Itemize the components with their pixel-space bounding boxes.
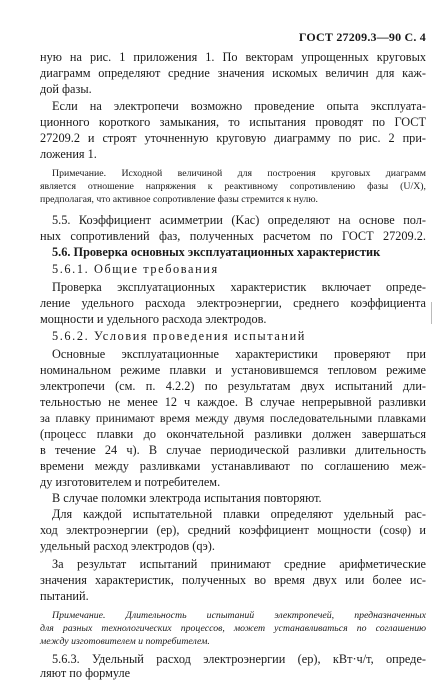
page-header: ГОСТ 27209.3—90 С. 4 [298, 30, 426, 44]
subsection-heading: 5.6.2. Условия проведения испытаний [52, 329, 306, 343]
text-line: электропечи (см. п. 4.2.2) по результатам двух испытаний дли- [40, 379, 426, 393]
margin-mark [431, 302, 432, 324]
text-line: ление удельного расхода электроэнергии, среднего коэффициента [40, 296, 426, 310]
note-line: предполагая, что активное сопротивление фазы стремится к нулю. [40, 194, 318, 205]
text-line: ционного короткого замыкания, то испытания проводят по ГОСТ [40, 115, 426, 129]
text-line: значения характеристик, полученных во время двух или более ис- [40, 573, 426, 587]
text-line: ложения 1. [40, 147, 97, 161]
text-line: в течение 24 ч). В случае периодической разливки длительность [40, 443, 426, 457]
note-line: является отношение напряжения к реактивному сопротивлению фазы (U/X), [40, 181, 426, 192]
text-line: времени между разливками устанавливают по соглашению меж- [40, 459, 426, 473]
note-line: для разных технологических процессов, может устанавливаться по соглашению [40, 623, 426, 634]
subsection-heading: 5.6.1. Общие требования [52, 262, 219, 276]
text-line: пытаний. [40, 589, 89, 603]
text-line: 5.5. Коэффициент асимметрии (Kас) определяют на основе пол- [52, 213, 426, 227]
text-line: Если на электропечи возможно проведение опыта эксплуата- [52, 99, 426, 113]
text-line: дой фазы. [40, 82, 92, 96]
text-line: За результат испытаний принимают средние арифметические [52, 557, 426, 571]
text-line: Для каждой испытательной плавки определяют удельный рас- [52, 507, 426, 521]
text-line: ду изготовителем и потребителем. [40, 475, 221, 489]
text-line: тельностью не менее 12 ч каждое. В случае непрерывной разливки [40, 395, 426, 409]
text-line: ную на рис. 1 приложения 1. По векторам упрощенных круговых [40, 50, 426, 64]
note-line: между изготовителем и потребителем. [40, 636, 210, 647]
text-line: Проверка эксплуатационных характеристик включает опреде- [52, 280, 426, 294]
text-line: ход электроэнергии (eр), средний коэффициент мощности (cosφ) и [40, 523, 426, 537]
text-line: В случае поломки электрода испытания повторяют. [52, 491, 322, 505]
text-line: ных сопротивлений фаз, полученных расчетом по ГОСТ 27209.2. [40, 229, 426, 243]
text-line: удельный расход электродов (qэ). [40, 539, 215, 553]
text-line: мощности и удельного расхода электродов. [40, 312, 267, 326]
text-line: номинальном режиме плавки и установившемся тепловом режиме [40, 363, 426, 377]
section-heading: 5.6. Проверка основных эксплуатационных характеристик [52, 245, 381, 259]
text-line: за плавку принимают время между двумя последовательными плавками [40, 411, 426, 425]
text-line: ляют по формуле [40, 666, 131, 680]
text-line: Основные эксплуатационные характеристики проверяют при [52, 347, 426, 361]
text-line: 5.6.3. Удельный расход электроэнергии (eр), кВт·ч/т, опреде- [52, 652, 426, 666]
note-line: Примечание. Длительность испытаний электропечей, предназначенных [52, 610, 426, 621]
text-line: (процесс плавки до окончательной разливки должен завершаться [40, 427, 426, 441]
text-line: диаграмм определяют средние значения искомых величин для каж- [40, 66, 426, 80]
text-line: 27209.2 и строят уточненную круговую диаграмму по рис. 2 при- [40, 131, 426, 145]
note-line: Примечание. Исходной величиной для построения круговых диаграмм [52, 168, 426, 179]
